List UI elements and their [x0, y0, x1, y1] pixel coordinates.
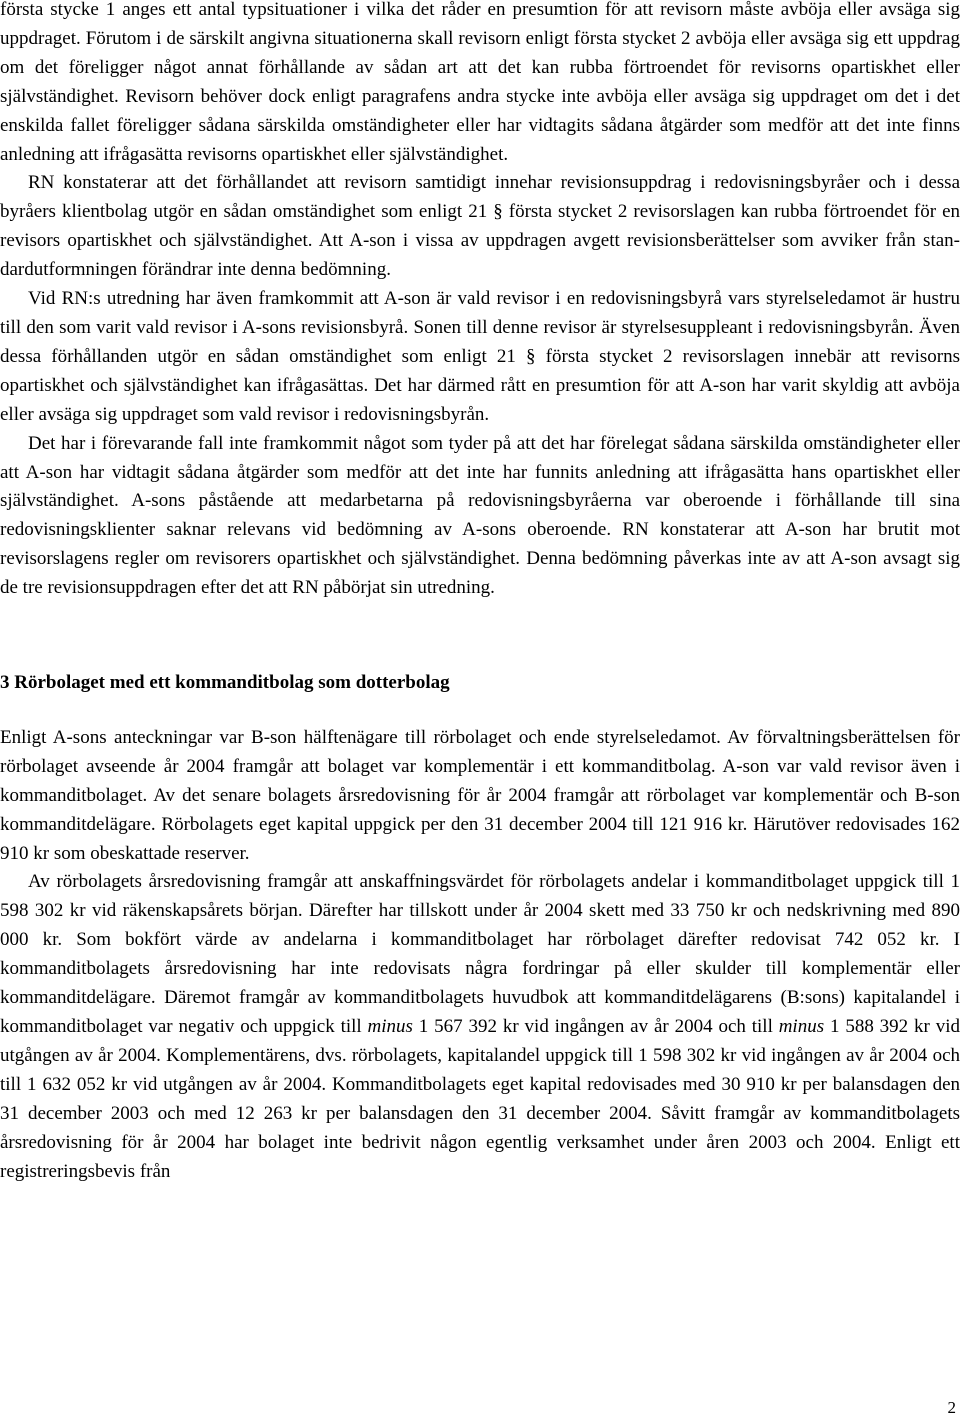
text-section-bottom: [0, 724, 960, 1187]
paragraph-4: Det har i förevarande fall inte framkommit något som tyder på att det har förelegat sådana särskilda omständigheter eller att A-son har vidtagit sådana åtgärder som medför att det inte har funnits anledning att ifrågasätta hans opartiskhet eller självständighet. A-sons påstående att medarbetarna på redovisningsbyråerna var oberoende i förhållande till sina redovisningsklienter saknar relevans vid bedömning av A-sons oberoende. RN konstaterar att A-son har brutit mot revisorslagens regler om revisorers opartiskhet och självständighet. Denna bedömning påverkas inte av att A-son avsagt sig de tre revisionsuppdragen efter det att RN påbörjat sin utredning.: [0, 432, 960, 599]
paragraph-5: Enligt A-sons anteckningar var B-son hälftenägare till rörbolaget och ende styrelseledamot. Av förvaltningsberättelsen för rörbolaget avseende år 2004 framgår att bolaget var komplementär i ett kommanditbolag. A-son var vald revisor även i kommanditbolaget. Av det senare bolagets årsredovisning för år 2004 framgår att rörbolaget var komplementär och B-son kommanditdelägare. Rörbolagets eget kapital uppgick per den 31 december 2004 till 121 916 kr. Härutöver redovisades 162 910 kr som obeskattade reserver.: [0, 726, 960, 864]
paragraph-2: RN konstaterar att det förhållandet att revisorn samtidigt innehar revisionsuppdrag i redovisningsbyråer och i dessa byråers klientbolag utgör en sådan omständighet som enligt 21 § första stycket 2 revisorslagen kan rubba förtroendet för en revisors opartiskhet och självständighet. Att A-son i vissa av uppdragen avgett revisionsberättelser som avviker från standardutformningen förändrar inte denna bedömning.: [0, 172, 960, 281]
spacer: [0, 698, 960, 724]
paragraph-6-part-c: 1 588 392 kr vid utgången av år 2004. Komplementärens, dvs. rörbolagets, kapitalandel uppgick till 1 598 302 kr vid ingången av år 2004 och till 1 632 052 kr vid utgången av år 2004. Kommanditbolagets eget kapital redovisades med 30 910 kr per balansdagen den 31 december 2003 och med 12 263 kr per balansdagen den 31 december 2004. Såvitt framgår av kommanditbolagets årsredovisning för år 2004 har bolaget inte bedrivit någon egentlig verksamhet under åren 2003 och 2004. Enligt ett registreringsbevis från: [0, 1016, 960, 1182]
paragraph-6-part-a: Av rörbolagets årsredovisning framgår att anskaffningsvärdet för rörbolagets andelar i kommanditbolaget uppgick till 1 598 302 kr vid räkenskapsårets början. Därefter har tillskott under år 2004 skett med 33 750 kr och nedskrivning med 890 000 kr. Som bokfört värde av andelarna i kommanditbolaget har rörbolaget därefter redovisat 742 052 kr. I kommanditbolagets årsredovisning har inte redovisats några fordringar på eller skulder till komplementär eller kommanditdelägare. Däremot framgår av kommanditbolagets huvudbok att kommanditdelägarens (B:sons) kapitalandel i kommanditbolaget var negativ och uppgick till: [0, 871, 960, 1037]
paragraph-1: första stycke 1 anges ett antal typsituationer i vilka det råder en presumtion för att revisorn måste avböja eller avsäga sig uppdraget. Förutom i de särskilt angivna situationerna skall revisorn enligt första stycket 2 avböja eller avsäga sig ett uppdrag om det föreligger något annat förhållande av sådan art att det kan rubba förtroendet för revisorns opartiskhet eller självständighet. Revisorn behöver dock enligt paragrafens andra stycke inte avböja eller avsäga sig uppdraget om det i det enskilda fallet föreligger sådana särskilda omständigheter eller har vidtagits sådana åtgärder som medför att det inte finns anledning att ifrågasätta revisorns opartiskhet eller självständighet.: [0, 0, 960, 165]
paragraph-6-minus-2: minus: [778, 1016, 825, 1037]
text-section-top: [0, 0, 960, 603]
spacer: [0, 603, 960, 669]
paragraph-3: Vid RN:s utredning har även framkommit att A-son är vald revisor i en redovisningsbyrå vars styrelseledamot är hustru till den som varit vald revisor i A-sons revisionsbyrå. Sonen till denne revisor är styrelsesuppleant i redovisningsbyrån. Även dessa förhållanden utgör en sådan omständighet som enligt 21 § första stycket 2 revisorslagen innebär att revisorns opartiskhet och självständighet kan ifrågasättas. Det har därmed rått en presumtion för att A-son har varit skyldig att avböja eller avsäga sig uppdraget som vald revisor i redovisningsbyrån.: [0, 288, 960, 425]
paragraph-6-part-b: 1 567 392 kr vid ingången av år 2004 och till: [412, 1016, 779, 1037]
paragraph-6: [0, 868, 960, 1186]
page-number: 2: [947, 1398, 956, 1417]
section-heading: 3 Rörbolaget med ett kommanditbolag som dotterbolag: [0, 672, 450, 694]
paragraph-6-minus-1: minus: [367, 1016, 413, 1037]
